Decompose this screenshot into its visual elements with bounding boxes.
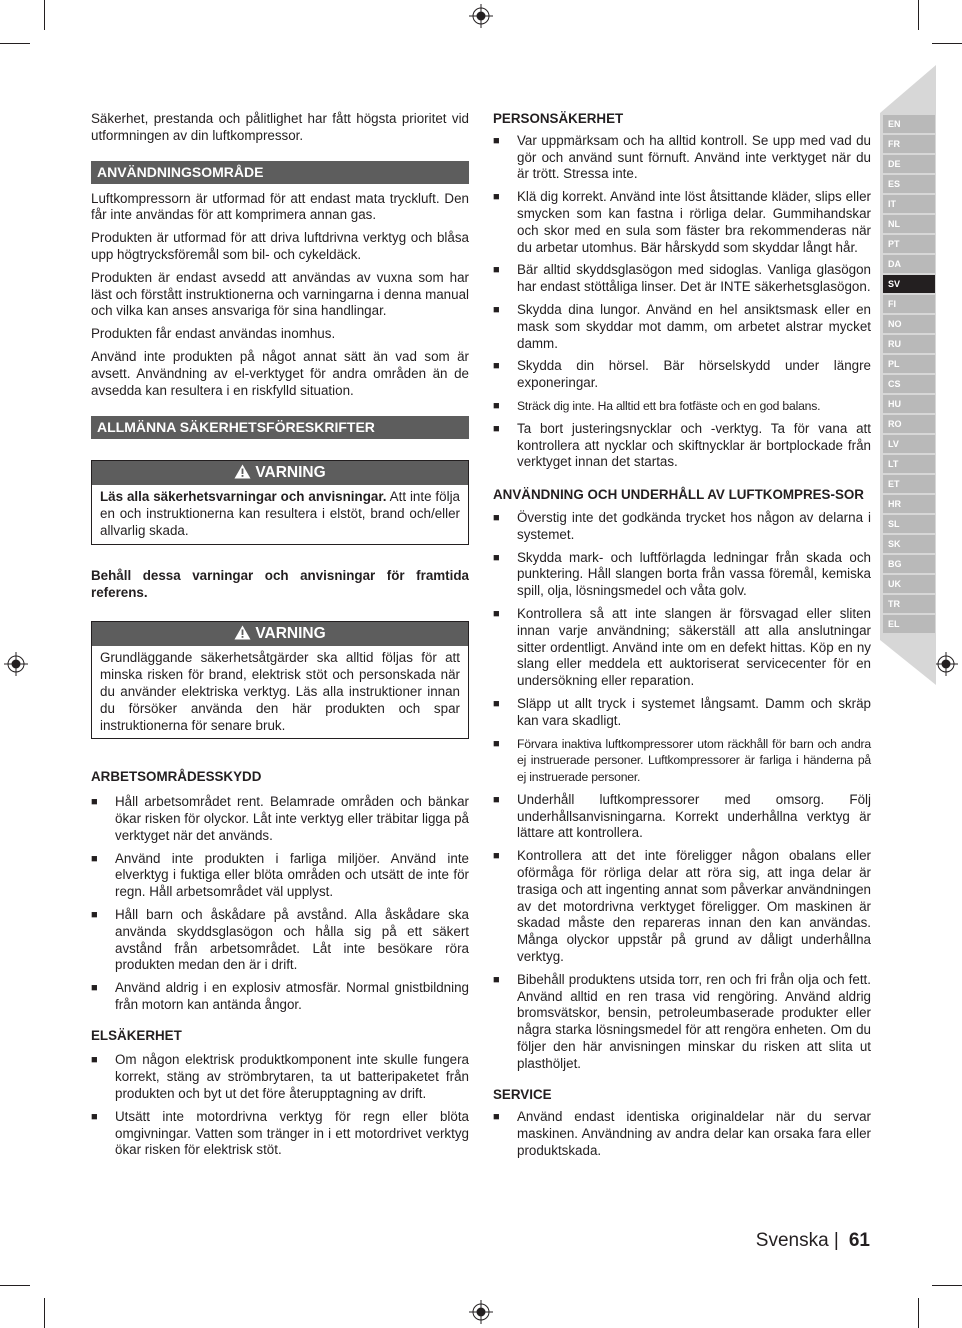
language-tab-sk[interactable]: SK	[883, 535, 935, 553]
left-column	[91, 111, 469, 1169]
language-tab-fr[interactable]: FR	[883, 135, 935, 153]
registration-mark-icon	[934, 652, 958, 676]
list-item: ■ Sträck dig inte. Ha alltid ett bra fotfäste och en god balans.	[493, 398, 821, 413]
electrical-list	[91, 1052, 469, 1159]
square-bullet-icon: ■	[493, 607, 500, 620]
square-bullet-icon: ■	[493, 360, 500, 373]
list-item: ■ Skydda dina lungor. Använd en hel ansiktsmask eller en mask som skyddar mot damm, om arbetet alstrar mycket damm.	[493, 301, 871, 351]
warning-body-text: Att inte följa en och instruktionerna kan resultera i elstöt, brand och/eller allvarlig skada.	[100, 489, 460, 538]
crop-mark	[44, 0, 45, 30]
crop-mark	[0, 1285, 30, 1286]
language-tab-hu[interactable]: HU	[883, 395, 935, 413]
language-tab-tr[interactable]: TR	[883, 595, 935, 613]
square-bullet-icon: ■	[493, 697, 500, 710]
list-item: ■ Överstig inte det godkända trycket hos någon av delarna i systemet.	[493, 509, 871, 542]
language-tab-lv[interactable]: LV	[883, 435, 935, 453]
warning-triangle-icon	[234, 464, 251, 479]
page-footer	[756, 1230, 870, 1252]
warning-box	[91, 460, 469, 544]
intro-text: Säkerhet, prestanda och pålitlighet har fått högsta prioritet vid utformningen av din luftkompressor.	[91, 111, 469, 143]
language-tabs	[883, 115, 935, 635]
crop-mark	[918, 1298, 919, 1328]
square-bullet-icon: ■	[91, 852, 98, 865]
registration-mark-icon	[469, 4, 493, 28]
subheading-service: SERVICE	[493, 1086, 552, 1102]
page-number: 61	[848, 1230, 870, 1251]
crop-mark	[0, 43, 30, 44]
language-tab-ru[interactable]: RU	[883, 335, 935, 353]
language-tab-lt[interactable]: LT	[883, 455, 935, 473]
square-bullet-icon: ■	[91, 1110, 98, 1123]
warning-title: VARNING	[255, 464, 326, 482]
language-tab-nl[interactable]: NL	[883, 215, 935, 233]
language-tab-ro[interactable]: RO	[883, 415, 935, 433]
language-tab-it[interactable]: IT	[883, 195, 935, 213]
square-bullet-icon: ■	[493, 793, 500, 806]
subheading-maintenance: ANVÄNDNING OCH UNDERHÅLL AV LUFTKOMPRES-SOR	[493, 487, 864, 503]
list-item: ■ Klä dig korrekt. Använd inte löst åtsittande kläder, slips eller smycken som kan fastna i rörliga delar. Gummihandskar och skor med en sula som fäster bra rekommenderas när du arbetar utomhus. Bär hårskydd som skyddar långt hår.	[493, 189, 871, 255]
paragraph: Produkten får endast användas inomhus.	[91, 326, 336, 342]
list-item: ■ Ta bort justeringsnycklar och -verktyg. Ta för vana att kontrollera att nycklar och skiftnycklar är bortplockade från verktyget innan det startas.	[493, 420, 871, 470]
square-bullet-icon: ■	[493, 511, 500, 524]
list-item: ■ Använd endast identiska originaldelar när du servar maskinen. Användning av andra delar kan orsaka fara eller produktskada.	[493, 1109, 871, 1159]
crop-mark	[932, 1285, 962, 1286]
section-heading-usage: ANVÄNDNINGSOMRÅDE	[91, 161, 469, 184]
list-item: ■ Kontrollera att det inte föreligger någon obalans eller oförmåga för rörliga delar att röra sig, att inga delar är trasiga och att ingenting annat som påverkar användningen av det motordrivna verktyget föreligger. Om maskinen är skadad måste den repareras innan den kan användas. Många olyckor uppstår på grund av dåligt underhållna verktyg.	[493, 848, 871, 965]
language-tab-cs[interactable]: CS	[883, 375, 935, 393]
square-bullet-icon: ■	[493, 973, 500, 986]
language-tab-fi[interactable]: FI	[883, 295, 935, 313]
square-bullet-icon: ■	[493, 191, 500, 204]
warning-text	[92, 485, 468, 543]
list-item: ■ Släpp ut allt tryck i systemet långsamt. Damm och skräp kan vara skadligt.	[493, 695, 871, 728]
maintenance-list	[493, 510, 871, 1073]
list-item: ■ Håll barn och åskådare på avstånd. Alla åskådare ska använda skyddsglasögon och hålla sig på ett säkert avstånd från arbetsområdet. Låt inte besökare röra produkten medan den är i drift.	[91, 906, 469, 973]
language-tab-bg[interactable]: BG	[883, 555, 935, 573]
square-bullet-icon: ■	[91, 1054, 98, 1067]
paragraph: Luftkompressorn är utformad för att endast mata tryckluft. Den får inte användas för att komprimera annan gas.	[91, 190, 469, 223]
language-tab-hr[interactable]: HR	[883, 495, 935, 513]
list-item: ■ Skydda din hörsel. Bär hörselskydd under längre exponeringar.	[493, 358, 871, 391]
crop-mark	[932, 43, 962, 44]
paragraph: Produkten är utformad för att driva luftdrivna verktyg och blåsa upp högtrycksföremål som bil- och cykeldäck.	[91, 230, 469, 262]
list-item: ■ Bibehåll produktens utsida torr, ren och fri från olja och fett. Använd alltid en ren trasa vid rengöring. Använd aldrig bromsvätskor, bensin, petroleumbaserade produkter eller några starka lösningsmedel för att rengöra enheten. Om du följer den här anvisningen minskar du risken att slita ut plasthöljet.	[493, 971, 871, 1071]
warning-triangle-icon	[234, 625, 251, 640]
subheading-electrical: ELSÄKERHET	[91, 1027, 182, 1043]
language-tab-el[interactable]: EL	[883, 615, 935, 633]
list-item: ■ Om någon elektrisk produktkomponent inte skulle fungera korrekt, stäng av strömbrytaren, ta ut batteripaketet från produkten och byt ut det före återupptagning av drift.	[91, 1052, 469, 1102]
square-bullet-icon: ■	[493, 1111, 500, 1124]
list-item: ■ Använd inte produkten i farliga miljöer. Använd inte elverktyg i fuktiga eller blöta områden och utsätt de inte för regn. Håll arbetsområdet väl upplyst.	[91, 850, 469, 900]
list-item: ■ Håll arbetsområdet rent. Belamrade områden och bänkar ökar risken för olyckor. Låt inte verktyg eller träbitar ligga på verktyget när det används.	[91, 794, 469, 843]
square-bullet-icon: ■	[493, 399, 500, 412]
list-item: ■ Bär alltid skyddsglasögon med sidoglas. Vanliga glasögon har endast stöttåliga linser. Det är INTE säkerhetsglasögon.	[493, 262, 871, 295]
square-bullet-icon: ■	[493, 303, 500, 316]
warning-header	[92, 622, 468, 646]
warning-box	[91, 621, 469, 739]
language-tab-pl[interactable]: PL	[883, 355, 935, 373]
crop-mark	[918, 0, 919, 30]
keep-instructions-note: Behåll dessa varningar och anvisningar för framtida referens.	[91, 567, 469, 600]
language-tab-da[interactable]: DA	[883, 255, 935, 273]
list-item: ■ Förvara inaktiva luftkompressorer utom räckhåll för barn och andra ej instruerade personer. Luftkompressorer är farliga i händerna på ej instruerade personer.	[493, 736, 871, 785]
language-tab-uk[interactable]: UK	[883, 575, 935, 593]
warning-bold-text: Läs alla säkerhetsvarningar och anvisningar.	[100, 489, 387, 505]
work-area-list	[91, 794, 469, 1014]
list-item: ■ Använd aldrig i en explosiv atmosfär. Normal gnistbildning från motorn kan antända ångor.	[91, 980, 469, 1012]
paragraph: Använd inte produkten på något annat sätt än vad som är avsett. Användning av el-verktyget för andra områden än de avsedda kan resultera i en riskfylld situation.	[91, 348, 469, 398]
language-tab-pt[interactable]: PT	[883, 235, 935, 253]
language-tab-no[interactable]: NO	[883, 315, 935, 333]
square-bullet-icon: ■	[493, 134, 500, 147]
square-bullet-icon: ■	[493, 422, 500, 435]
service-list	[493, 1109, 871, 1159]
warning-title: VARNING	[255, 625, 326, 643]
paragraph: Produkten är endast avsedd att användas av vuxna som har läst och förstått instruktionerna och varningarna i denna manual och vilka kan anses ansvariga för sina handlingar.	[91, 269, 469, 319]
language-tab-es[interactable]: ES	[883, 175, 935, 193]
language-tab-de[interactable]: DE	[883, 155, 935, 173]
registration-mark-icon	[469, 1300, 493, 1324]
footer-language: Svenska |	[755, 1230, 839, 1251]
list-item: ■ Utsätt inte motordrivna verktyg för regn eller blöta omgivningar. Vatten som tränger in i ett motordrivet verktyg ökar risken för elektrisk stöt.	[91, 1108, 469, 1158]
subheading-personal: PERSONSÄKERHET	[493, 111, 624, 126]
list-item: ■ Var uppmärksam och ha alltid kontroll. Se upp med vad du gör och använd sunt förnuft. Använd inte verktyget när du är trött. Stressa inte.	[493, 132, 871, 182]
crop-mark	[44, 1298, 45, 1328]
language-tab-sv[interactable]: SV	[883, 275, 935, 293]
subheading-work-area: ARBETSOMRÅDESSKYDD	[91, 769, 262, 785]
square-bullet-icon: ■	[493, 850, 500, 863]
square-bullet-icon: ■	[91, 908, 98, 921]
language-tab-en[interactable]: EN	[883, 115, 935, 133]
right-column	[493, 111, 871, 1170]
square-bullet-icon: ■	[493, 264, 500, 277]
language-tab-et[interactable]: ET	[883, 475, 935, 493]
registration-mark-icon	[4, 652, 28, 676]
square-bullet-icon: ■	[91, 982, 98, 995]
square-bullet-icon: ■	[91, 796, 98, 809]
square-bullet-icon: ■	[493, 551, 500, 564]
list-item: ■ Underhåll luftkompressorer med omsorg. Följ underhållsanvisningarna. Korrekt underhållna verktyg är lättare att kontrollera.	[493, 791, 871, 841]
square-bullet-icon: ■	[493, 737, 500, 750]
section-heading-general-safety: ALLMÄNNA SÄKERHETSFÖRESKRIFTER	[91, 416, 469, 439]
personal-list	[493, 133, 871, 471]
warning-text: Grundläggande säkerhetsåtgärder ska alltid följas för att minska risken för brand, elektrisk stöt och personskada när du använder elektriska verktyg. Läs alla instruktioner innan du försöker använda den här produkten och spar instruktionerna för senare bruk.	[100, 650, 460, 733]
language-tab-sl[interactable]: SL	[883, 515, 935, 533]
list-item: ■ Skydda mark- och luftförlagda ledningar från skada och punktering. Håll slangen borta från vassa föremål, kemiska spill, olja, lösningsmedel och våta golv.	[493, 549, 871, 599]
warning-header	[92, 461, 468, 485]
list-item: ■ Kontrollera så att inte slangen är försvagad eller sliten innan varje användning; säkerställ att alla anslutningar sitter ordentligt. Använd inte om en defekt hittas. Köp en ny slang eller meddela ett auktoriserat servicecenter för en undersökning eller reparation.	[493, 605, 871, 689]
